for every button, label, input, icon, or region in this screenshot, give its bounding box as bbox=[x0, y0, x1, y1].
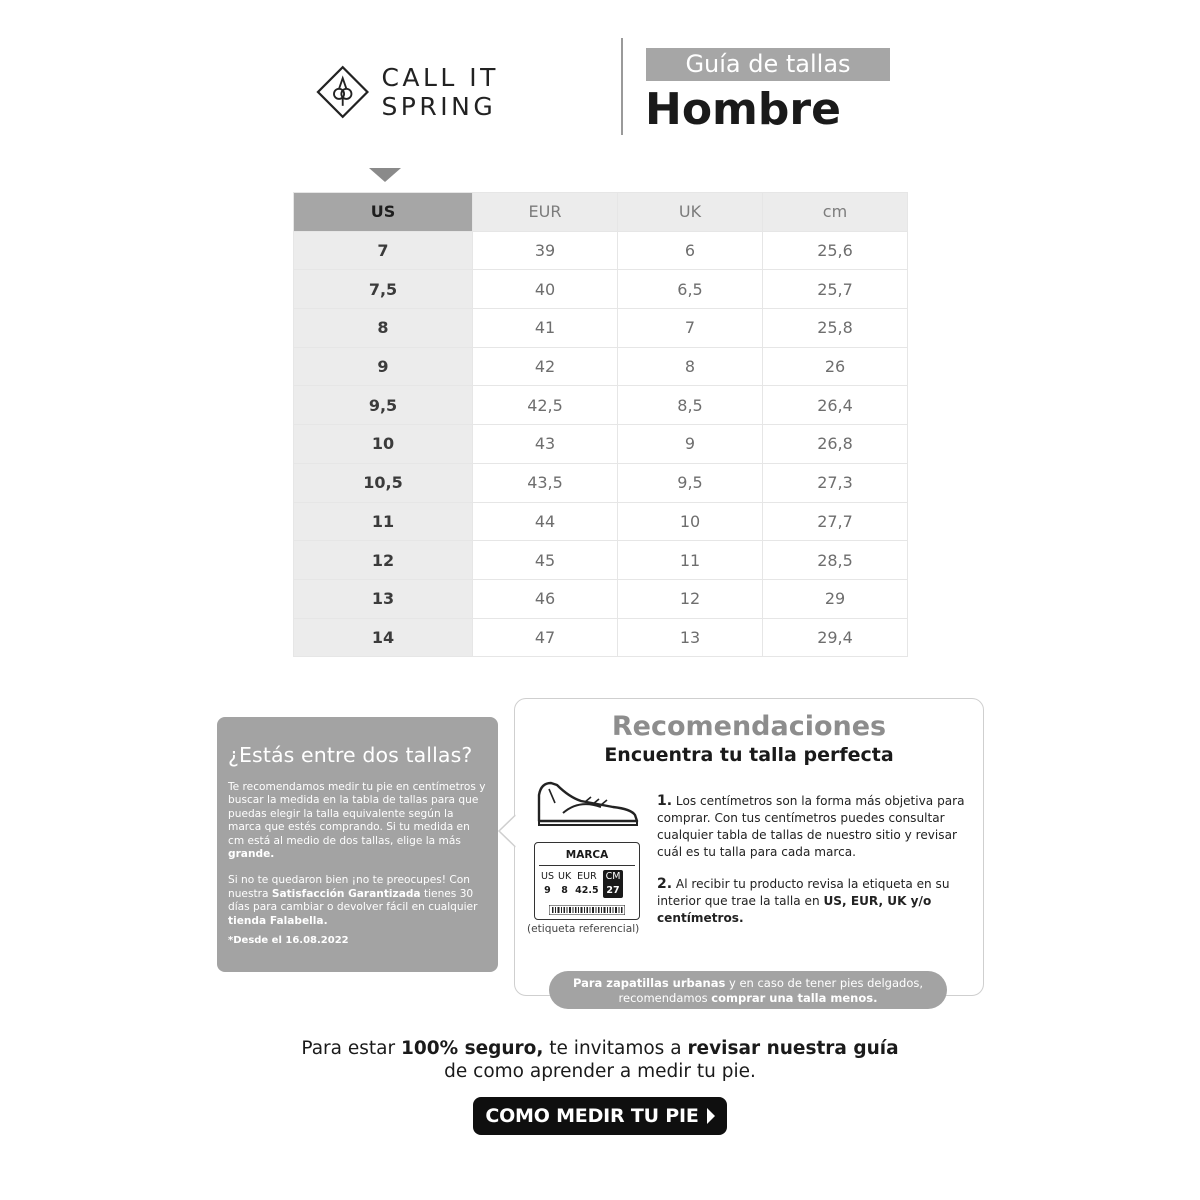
callout-pointer-icon bbox=[497, 813, 533, 849]
table-cell-cm: 26,8 bbox=[763, 425, 908, 464]
tag-column-eur bbox=[575, 870, 598, 898]
table-row bbox=[294, 541, 908, 580]
footer-line-1 bbox=[0, 1037, 1200, 1060]
column-header-eur: EUR bbox=[473, 193, 618, 232]
guarantee-footnote: *Desde el 16.08.2022 bbox=[228, 935, 349, 947]
table-cell-us: 10,5 bbox=[294, 463, 473, 502]
table-cell-us: 12 bbox=[294, 541, 473, 580]
table-row bbox=[294, 425, 908, 464]
column-header-us: US bbox=[294, 193, 473, 232]
between-sizes-emphasis: grande. bbox=[228, 848, 275, 861]
size-table bbox=[293, 192, 908, 657]
tag-value: 42.5 bbox=[575, 885, 599, 896]
active-column-indicator-icon bbox=[369, 168, 401, 182]
table-cell-eur: 45 bbox=[473, 541, 618, 580]
table-row bbox=[294, 270, 908, 309]
table-cell-us: 13 bbox=[294, 579, 473, 618]
urban-tip-emphasis-2: comprar una talla menos. bbox=[711, 990, 878, 1005]
between-sizes-paragraph-2 bbox=[228, 874, 488, 928]
tag-column-us bbox=[541, 870, 554, 898]
table-cell-cm: 25,8 bbox=[763, 309, 908, 348]
table-cell-eur: 43,5 bbox=[473, 463, 618, 502]
table-row bbox=[294, 231, 908, 270]
step-number: 1. bbox=[657, 793, 673, 809]
table-cell-eur: 46 bbox=[473, 579, 618, 618]
footer-text: te invitamos a bbox=[543, 1038, 688, 1059]
tag-label: CM bbox=[605, 871, 621, 882]
tag-label: UK bbox=[557, 871, 572, 882]
recommendations-subtitle: Encuentra tu talla perfecta bbox=[604, 744, 894, 766]
table-cell-eur: 42 bbox=[473, 347, 618, 386]
measure-foot-button[interactable] bbox=[473, 1097, 727, 1135]
table-cell-cm: 28,5 bbox=[763, 541, 908, 580]
urban-tip-emphasis: Para zapatillas urbanas bbox=[572, 976, 726, 990]
sneaker-icon bbox=[535, 775, 643, 829]
table-row bbox=[294, 502, 908, 541]
step-text: Al recibir tu producto revisa la etiqueta en su interior que trae la talla en bbox=[657, 877, 950, 908]
guide-label: Guía de tallas bbox=[646, 48, 890, 81]
measure-foot-button-label: COMO MEDIR TU PIE bbox=[485, 1105, 699, 1127]
between-sizes-title: ¿Estás entre dos tallas? bbox=[228, 743, 473, 767]
table-cell-uk: 11 bbox=[618, 541, 763, 580]
table-row bbox=[294, 579, 908, 618]
tag-value: 27 bbox=[606, 885, 620, 896]
table-cell-uk: 13 bbox=[618, 618, 763, 657]
table-cell-uk: 7 bbox=[618, 309, 763, 348]
table-cell-us: 9,5 bbox=[294, 386, 473, 425]
table-cell-cm: 27,7 bbox=[763, 502, 908, 541]
table-cell-us: 11 bbox=[294, 502, 473, 541]
tag-caption: (etiqueta referencial) bbox=[527, 923, 640, 935]
table-cell-eur: 42,5 bbox=[473, 386, 618, 425]
between-sizes-card bbox=[217, 717, 498, 972]
tag-label: US bbox=[541, 871, 554, 882]
table-cell-us: 7 bbox=[294, 231, 473, 270]
size-table-body bbox=[294, 231, 908, 657]
table-cell-cm: 26 bbox=[763, 347, 908, 386]
tag-value: 8 bbox=[561, 885, 568, 896]
play-arrow-icon bbox=[707, 1108, 715, 1124]
recommendations-card bbox=[514, 698, 984, 996]
guarantee-emphasis: Satisfacción Garantizada bbox=[271, 887, 421, 900]
size-label-tag bbox=[534, 842, 640, 920]
table-cell-cm: 29 bbox=[763, 579, 908, 618]
step-emphasis: US, EUR, UK y/o centímetros. bbox=[657, 894, 932, 925]
table-cell-uk: 9 bbox=[618, 425, 763, 464]
step-text: Los centímetros son la forma más objetiva para comprar. Con tus centímetros puedes consultar cualquier tabla de tallas de nuestro sitio y revisar cuál es tu talla para cada marca. bbox=[657, 794, 965, 859]
tag-brand: MARCA bbox=[565, 849, 609, 861]
table-row bbox=[294, 463, 908, 502]
footer-emphasis: revisar nuestra guía bbox=[687, 1038, 899, 1059]
table-header-row bbox=[294, 193, 908, 232]
step-number: 2. bbox=[657, 876, 673, 892]
table-cell-us: 8 bbox=[294, 309, 473, 348]
table-row bbox=[294, 309, 908, 348]
table-cell-us: 9 bbox=[294, 347, 473, 386]
recommendation-step-1 bbox=[657, 793, 967, 861]
table-cell-uk: 6,5 bbox=[618, 270, 763, 309]
store-emphasis: tienda Falabella. bbox=[228, 914, 328, 927]
table-cell-us: 7,5 bbox=[294, 270, 473, 309]
between-sizes-paragraph-1 bbox=[228, 781, 488, 861]
table-row bbox=[294, 347, 908, 386]
table-cell-eur: 44 bbox=[473, 502, 618, 541]
header-divider bbox=[621, 38, 623, 135]
brand-logo bbox=[316, 62, 606, 122]
table-cell-cm: 27,3 bbox=[763, 463, 908, 502]
table-cell-cm: 26,4 bbox=[763, 386, 908, 425]
table-cell-eur: 39 bbox=[473, 231, 618, 270]
footer-text: Para estar bbox=[301, 1038, 401, 1059]
page-title: Hombre bbox=[645, 84, 841, 135]
barcode-icon bbox=[549, 905, 625, 915]
tag-label: EUR bbox=[577, 871, 597, 882]
table-cell-eur: 47 bbox=[473, 618, 618, 657]
guarantee-text-b: tienes 30 días para cambiar o devolver fácil en cualquier bbox=[228, 887, 478, 914]
table-cell-uk: 6 bbox=[618, 231, 763, 270]
table-cell-uk: 10 bbox=[618, 502, 763, 541]
column-header-uk: UK bbox=[618, 193, 763, 232]
table-cell-cm: 25,7 bbox=[763, 270, 908, 309]
table-cell-eur: 40 bbox=[473, 270, 618, 309]
table-cell-uk: 8 bbox=[618, 347, 763, 386]
table-cell-eur: 41 bbox=[473, 309, 618, 348]
tag-column-cm bbox=[603, 870, 624, 898]
table-row bbox=[294, 618, 908, 657]
footer-line-2: de como aprender a medir tu pie. bbox=[444, 1061, 756, 1082]
tag-value: 9 bbox=[544, 885, 551, 896]
table-row bbox=[294, 386, 908, 425]
guarantee-text-a: Si no te quedaron bien ¡no te preocupes! Con nuestra bbox=[228, 874, 470, 900]
tag-divider bbox=[539, 865, 635, 866]
table-cell-eur: 43 bbox=[473, 425, 618, 464]
brand-logo-icon bbox=[316, 63, 369, 121]
urban-sneakers-tip bbox=[549, 971, 947, 1009]
recommendations-title: Recomendaciones bbox=[611, 711, 887, 742]
table-cell-cm: 29,4 bbox=[763, 618, 908, 657]
table-cell-us: 10 bbox=[294, 425, 473, 464]
column-header-cm: cm bbox=[763, 193, 908, 232]
tag-column-uk bbox=[558, 870, 571, 898]
footer-message bbox=[0, 1037, 1200, 1083]
between-sizes-text: Te recomendamos medir tu pie en centímetros y buscar la medida en la tabla de tallas para que puedas elegir la talla equivalente según la marca que estés comprando. Si tu medida en cm está al medio de dos tallas, elige la más bbox=[228, 781, 486, 847]
tag-size-columns bbox=[541, 870, 623, 898]
brand-name: CALL IT SPRING bbox=[381, 63, 499, 121]
urban-tip-text: y en caso de tener pies delgados, recomendamos bbox=[618, 976, 923, 1005]
recommendation-step-2 bbox=[657, 876, 967, 927]
table-cell-uk: 8,5 bbox=[618, 386, 763, 425]
table-cell-us: 14 bbox=[294, 618, 473, 657]
table-cell-uk: 9,5 bbox=[618, 463, 763, 502]
table-cell-cm: 25,6 bbox=[763, 231, 908, 270]
footer-emphasis: 100% seguro, bbox=[400, 1038, 544, 1059]
table-cell-uk: 12 bbox=[618, 579, 763, 618]
